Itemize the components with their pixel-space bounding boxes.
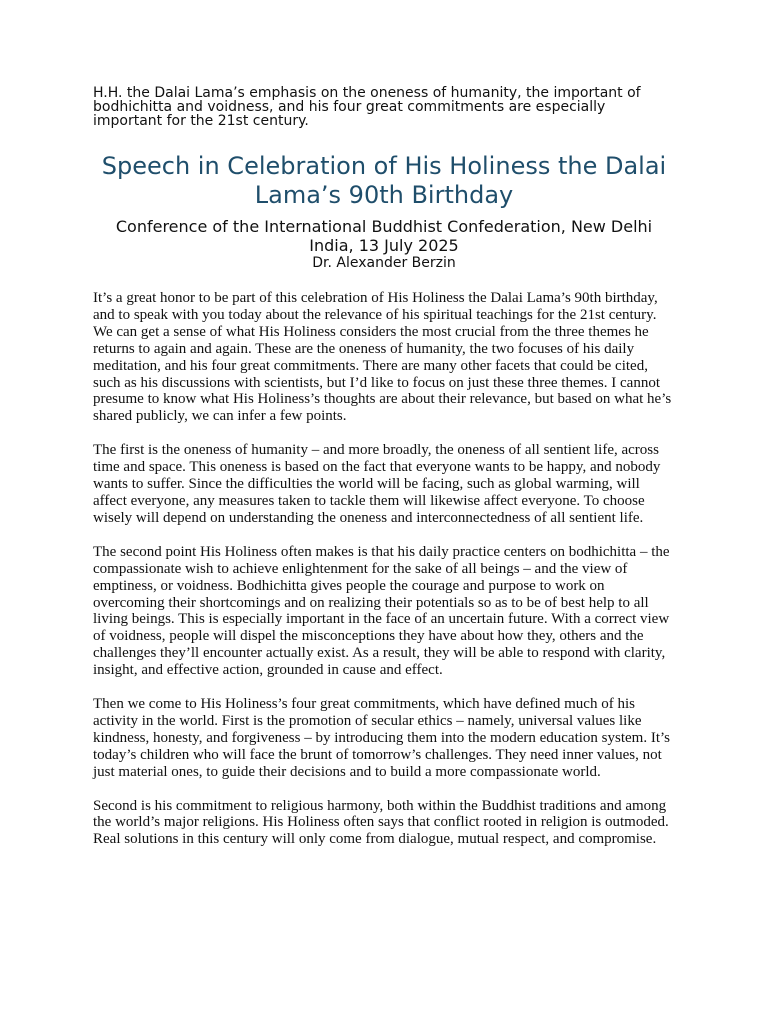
body-paragraph: The second point His Holiness often makes is that his daily practice centers on bodhichitta – the compassionate wish to achieve enlightenment for the sake of all beings – and the view of emptiness, or voidness. Bodhichitta gives people the courage and purpose to work on overcoming their shortcomings and on realizing their potentials so as to be of best help to all living beings. This is especially important in the face of an uncertain future. With a correct view of voidness, people will dispel the misconceptions they have about how they, others and the challenges they’ll encounter actually exist. As a result, they will be able to respond with clarity, insight, and effective action, grounded in cause and effect.: [93, 543, 670, 679]
body-paragraph: It’s a great honor to be part of this celebration of His Holiness the Dalai Lama’s 90th birthday, and to speak with you today about the relevance of his spiritual teachings for the 21st century. We can get a sense of what His Holiness considers the most crucial from the three themes he returns to again and again. These are the oneness of humanity, the two focuses of his daily meditation, and his four great commitments. There are many other facets that could be cited, such as his discussions with scientists, but I’d like to focus on just these three themes. I cannot presume to know what His Holiness’s thoughts are about their relevance, but based on what he’s shared publicly, we can infer a few points.: [93, 290, 672, 425]
summary-text: H.H. the Dalai Lama’s emphasis on the oneness of humanity, the important of bodhichitta and voidness, and his four great commitments are especially important for the 21st century.: [93, 85, 641, 129]
body-paragraph: The first is the oneness of humanity – and more broadly, the oneness of all sentient life, across time and space. This oneness is based on the fact that everyone wants to be happy, and nobody wants to suffer. Since the difficulties the world will be facing, such as global warming, will affect everyone, any measures taken to tackle them will likewise affect everyone. To choose wisely will depend on understanding the oneness and interconnectedness of all sentient life.: [93, 442, 661, 526]
page-subtitle: Conference of the International Buddhist Confederation, New Delhi India, 13 July 2025: [115, 217, 653, 255]
page-title: Speech in Celebration of His Holiness the Dalai Lama’s 90th Birthday: [101, 152, 667, 209]
body-paragraph: Then we come to His Holiness’s four great commitments, which have defined much of his activity in the world. First is the promotion of secular ethics – namely, universal values like kindness, honesty, and forgiveness – by introducing them into the modern education system. It’s today’s children who will face the brunt of tomorrow’s challenges. They need inner values, not just material ones, to guide their decisions and to build a more compassionate world.: [93, 696, 670, 780]
author-name: Dr. Alexander Berzin: [312, 255, 456, 271]
body-paragraph: Second is his commitment to religious harmony, both within the Buddhist traditions and among the world’s major religions. His Holiness often says that conflict rooted in religion is outmoded. Real solutions in this century will only come from dialogue, mutual respect, and compromise.: [93, 797, 669, 848]
